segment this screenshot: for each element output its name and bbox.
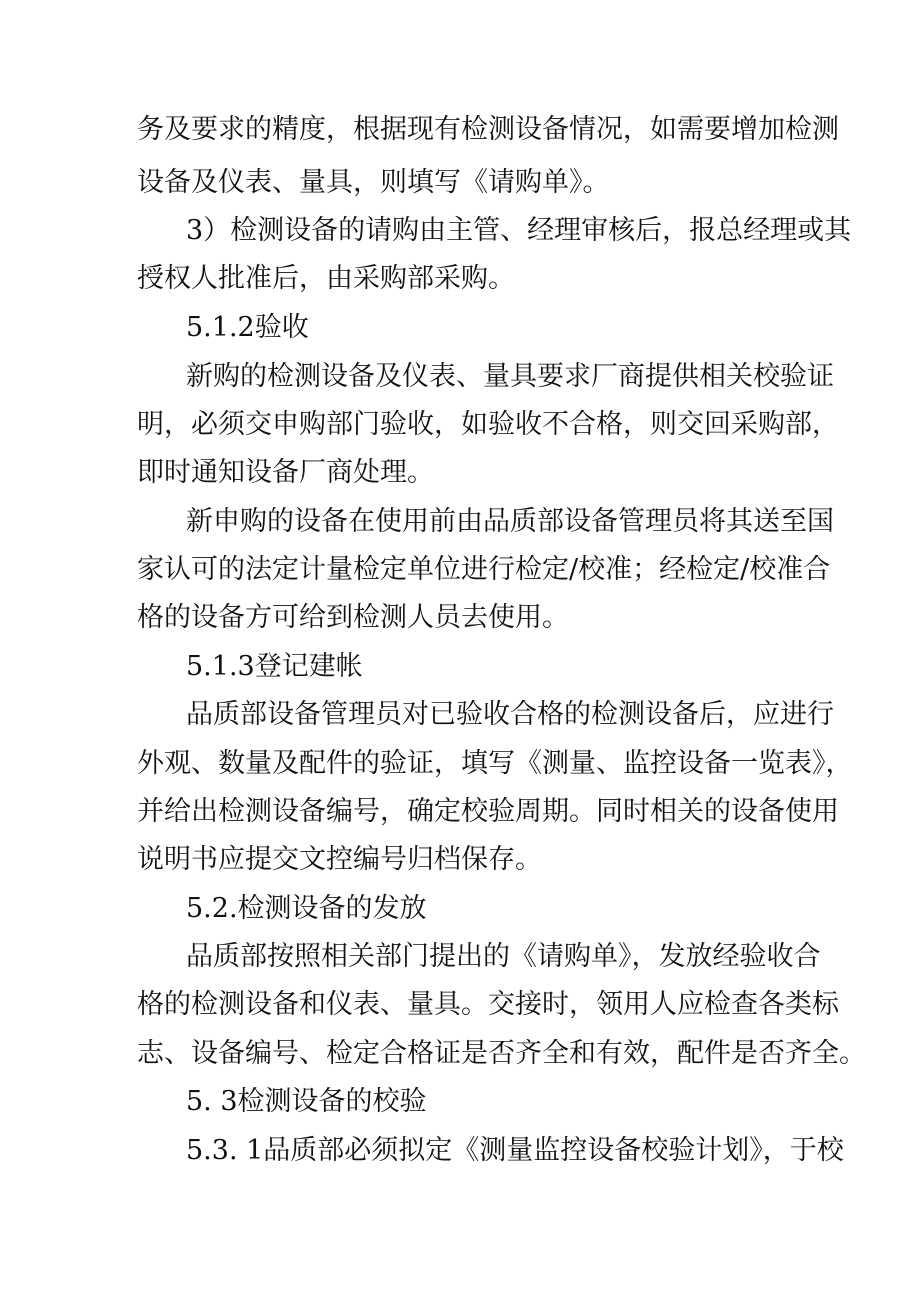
paragraph-line: 授权人批准后，由采购部采购。 [137,263,515,294]
paragraph-line: 即时通知设备厂商处理。 [137,457,434,488]
paragraph-line: 明，必须交申购部门验收，如验收不合格，则交回采购部， [137,409,839,440]
section-heading: 5. 3检测设备的校验 [186,1086,427,1117]
paragraph-line: 说明书应提交文控编号归档保存。 [137,844,542,875]
paragraph-line: 家认可的法定计量检定单位进行检定/校准；经检定/校准合 [137,554,831,585]
paragraph-line: 格的设备方可给到检测人员去使用。 [137,602,569,633]
paragraph-line: 格的检测设备和仪表、量具。交接时，领用人应检查各类标 [137,989,839,1020]
section-heading: 5.2.检测设备的发放 [186,893,427,924]
paragraph-line: 新申购的设备在使用前由品质部设备管理员将其送至国 [186,506,834,537]
paragraph-line: 务及要求的精度，根据现有检测设备情况，如需要增加检测 [137,114,839,145]
paragraph-line: 新购的检测设备及仪表、量具要求厂商提供相关校验证 [186,361,834,392]
paragraph-line: 品质部设备管理员对已验收合格的检测设备后，应进行 [186,699,834,730]
section-heading: 5.1.2验收 [186,312,309,343]
paragraph-line: 外观、数量及配件的验证，填写《测量、监控设备一览表》， [137,748,853,779]
paragraph-line: 3）检测设备的请购由主管、经理审核后，报总经理或其 [186,215,852,246]
paragraph-line: 志、设备编号、检定合格证是否齐全和有效，配件是否齐全。 [137,1038,866,1069]
paragraph-line: 并给出检测设备编号，确定校验周期。同时相关的设备使用 [137,796,839,827]
paragraph-line: 品质部按照相关部门提出的《请购单》，发放经验收合 [186,941,821,972]
paragraph-line: 5.3. 1品质部必须拟定《测量监控设备校验计划》，于校 [186,1135,844,1166]
paragraph-line: 设备及仪表、量具，则填写《请购单》。 [137,167,610,198]
section-heading: 5.1.3登记建帐 [186,651,363,682]
